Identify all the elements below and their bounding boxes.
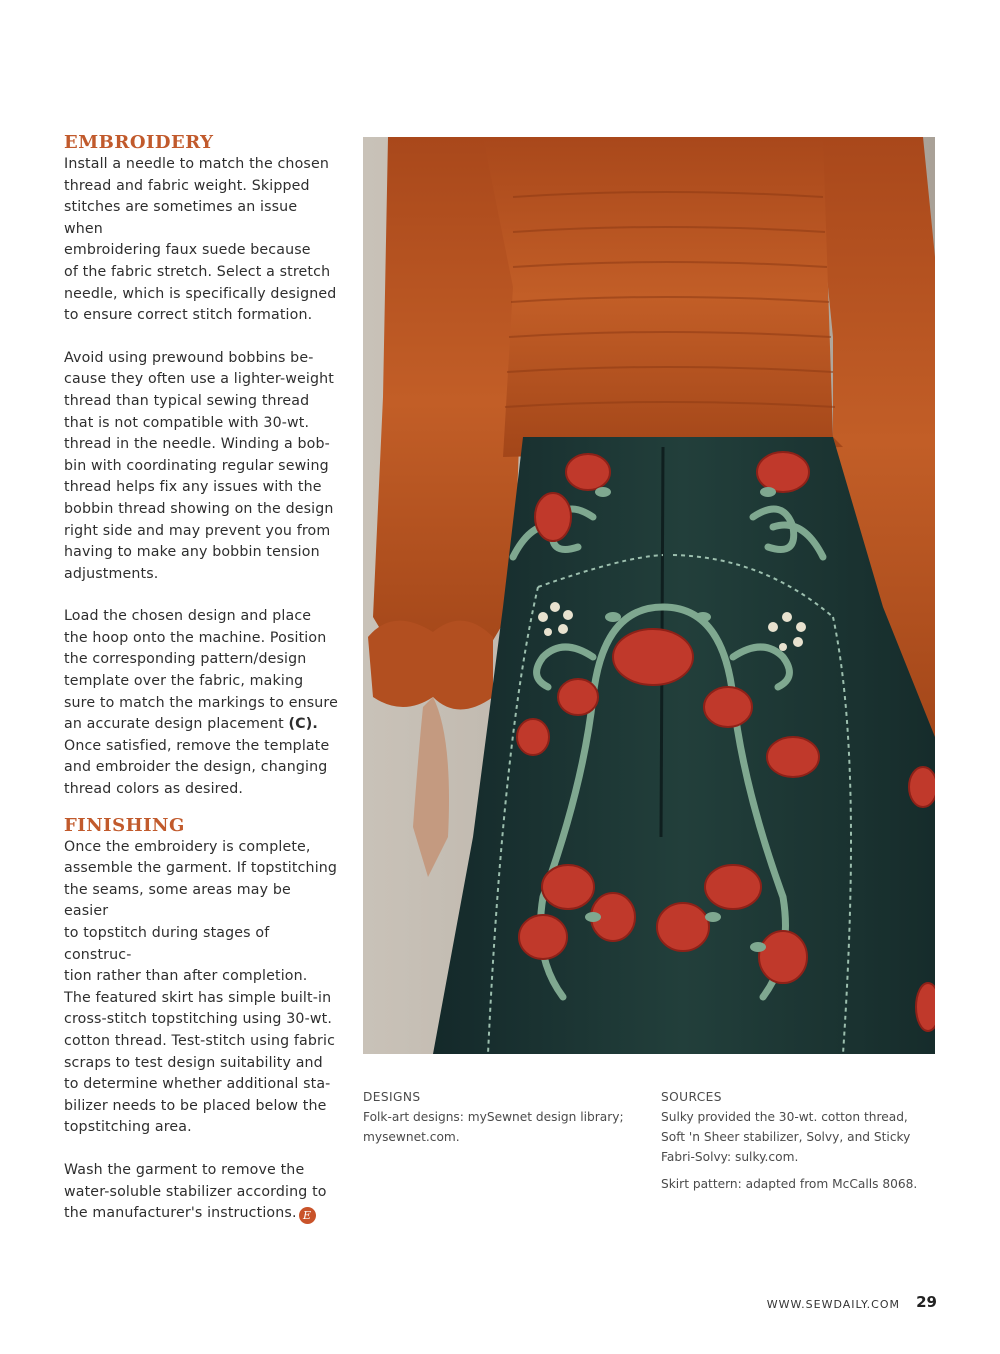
designs-credit [363, 1087, 643, 1147]
paragraph-3-end: Once satisfied, remove the template and embroider the design, changing thread colors as desired. [64, 737, 330, 798]
article-text-column [64, 132, 339, 1225]
designs-body: Folk-art designs: mySewnet design library; mysewnet.com. [363, 1110, 624, 1144]
end-mark-icon: E [299, 1207, 316, 1224]
embroidery-paragraph-1: Install a needle to match the chosen thread and fabric weight. Skipped stitches are sometimes an issue when embroidering faux suede because of the fabric stretch. Select a stretch needle, which is specifically designed to ensure correct stitch formation. [64, 156, 337, 324]
finishing-heading: FINISHING [64, 814, 185, 836]
left-cuff [368, 621, 493, 710]
skirt-illustration [363, 137, 935, 1054]
footer-url: WWW.SEWDAILY.COM [766, 1298, 900, 1311]
finishing-paragraph-2 [64, 1160, 339, 1225]
embroidery-paragraph-2: Avoid using prewound bobbins be- cause they often use a lighter-weight thread than typical sewing thread that is not compatible with 30-wt. thread in the needle. Winding a bob- bin with coordinating regular sewing thread helps fix any issues with the bobbin thread showing on the design right side and may prevent you from having to make any bobbin tension adjustments. [64, 349, 334, 582]
sources-heading: SOURCES [661, 1090, 722, 1104]
finishing-paragraph-2-text: Wash the garment to remove the water-soluble stabilizer according to the manufacturer's instructions. [64, 1161, 327, 1222]
sources-credit [661, 1087, 951, 1194]
page-number: 29 [916, 1293, 937, 1311]
embroidery-heading: EMBROIDERY [64, 132, 214, 153]
skirt-pattern-credit: Skirt pattern: adapted from McCalls 8068. [661, 1177, 918, 1191]
figure-reference: (C). [288, 716, 318, 733]
designs-heading: DESIGNS [363, 1090, 421, 1104]
finishing-paragraph-1: Once the embroidery is complete, assemble the garment. If topstitching the seams, some areas may be easier to topstitch during stages of construc- tion rather than after completion. The featured skirt has simple built-in cross-stitch topstitching using 30-wt. cotton thread. Test-stitch using fabric scraps to test design suitability and to determine whether additional sta- bilizer needs to be placed below the topstitching area. [64, 838, 338, 1136]
embroidery-paragraph-3 [64, 606, 339, 800]
paragraph-3-start: Load the chosen design and place the hoop onto the machine. Position the corresponding pattern/design template over the fabric, making sure to match the markings to ensure an accurate design placement [64, 608, 338, 733]
embroidered-skirt-photo [363, 137, 935, 1054]
sources-body: Sulky provided the 30-wt. cotton thread, Soft 'n Sheer stabilizer, Solvy, and Sticky Fabri-Solvy: sulky.com. [661, 1110, 911, 1164]
